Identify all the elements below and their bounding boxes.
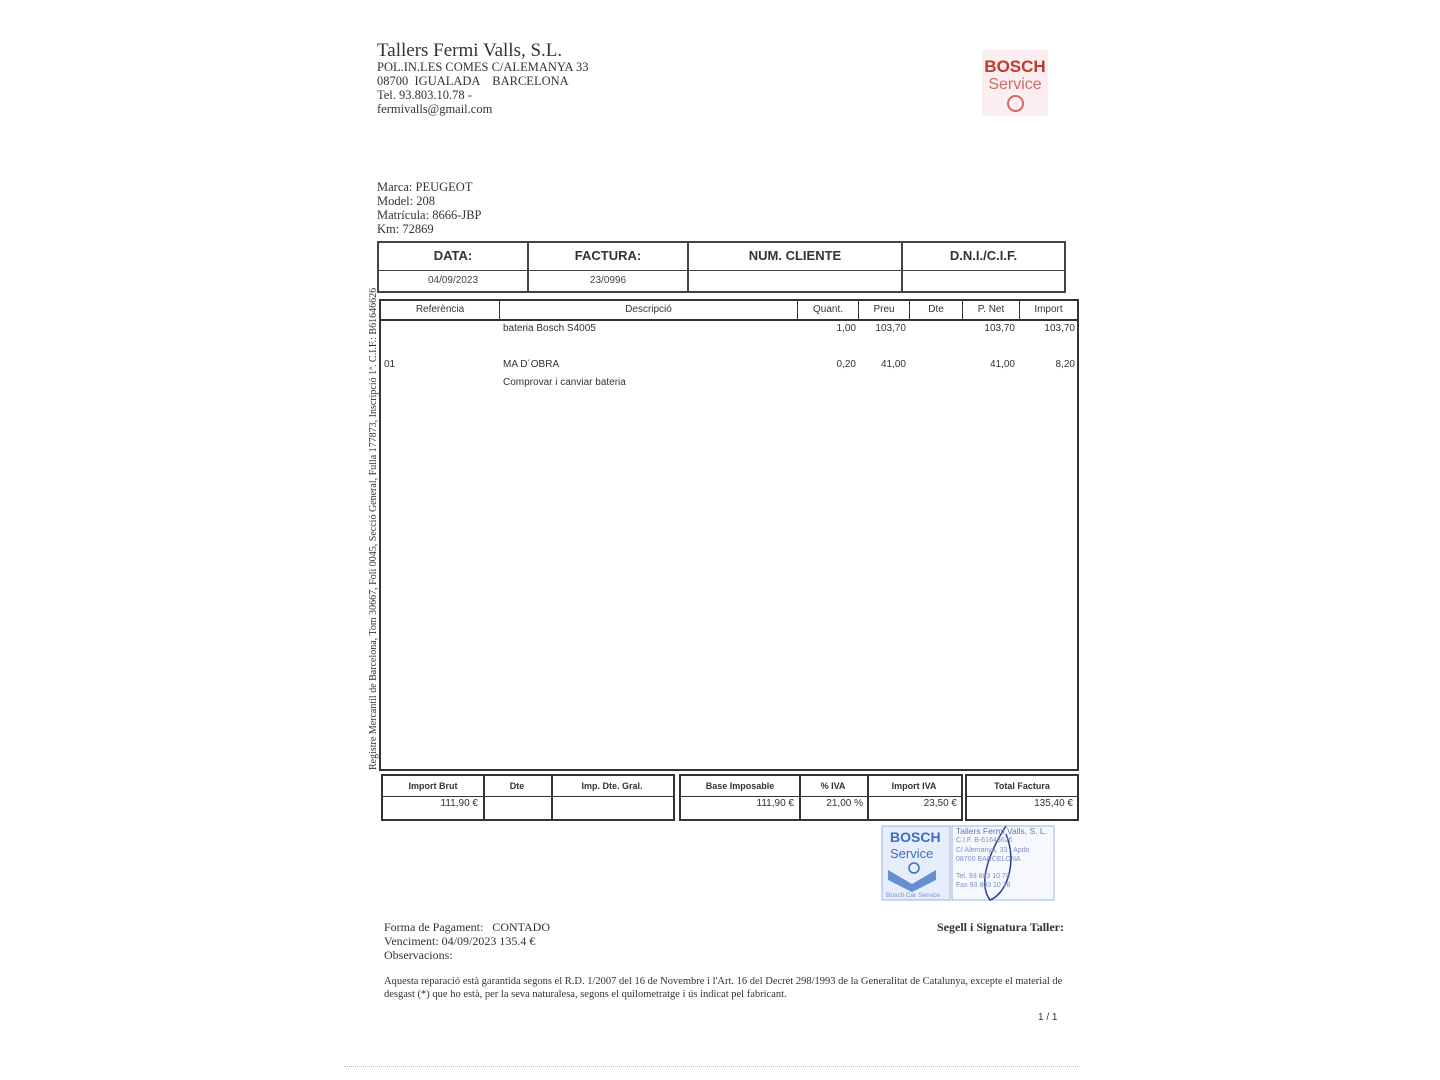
row1-desc: bateria Bosch S4005	[503, 323, 596, 334]
stamp-sub: Service	[890, 846, 934, 861]
vehicle-marca: Marca: PEUGEOT	[377, 180, 473, 194]
col-pnet: P. Net	[963, 301, 1020, 321]
company-name: Tallers Fermi Valls, S.L.	[377, 40, 563, 61]
data-value: 04/09/2023	[427, 275, 479, 286]
stamp-line4: 08700 BARCELONA	[956, 856, 1021, 863]
col-import: Import	[1020, 301, 1077, 321]
row2-preu: 41,00	[880, 359, 906, 370]
bottom-divider	[344, 1066, 1080, 1067]
company-address-line1: POL.IN.LES COMES C/ALEMANYA 33	[377, 60, 589, 74]
stamp-line5: Tel. 93 803 10 78	[956, 873, 1010, 880]
row1-pnet: 103,70	[984, 323, 1015, 334]
segell-signatura: Segell i Signatura Taller:	[937, 920, 1065, 934]
vehicle-km: Km: 72869	[377, 222, 434, 236]
col-preu: Preu	[859, 301, 910, 321]
logo-brand: BOSCH	[984, 57, 1046, 76]
logo-sub: Service	[988, 76, 1042, 93]
iva-pct-label: % IVA	[799, 776, 867, 797]
col-referencia: Referència	[381, 301, 500, 321]
registry-side-text: Registre Mercantil de Barcelona, Tom 30667, Foli 0045, Secció General, Fulla 177873, Inscripció 1ª. C.I.F.: B61646626	[368, 287, 379, 770]
base-value: 111,90 €	[756, 798, 794, 809]
total-factura-box	[965, 774, 1079, 821]
totals-box-middle	[679, 774, 963, 821]
row2-pnet: 41,00	[989, 359, 1015, 370]
vehicle-model: Model: 208	[377, 194, 435, 208]
legal-text: Aquesta reparació està garantida segons el R.D. 1/2007 del 16 de Novembre i l'Art. 16 del Decret 298/1993 de la Generalitat de Catalunya, excepte el material de desgast (*) que ho està, per la seva naturalesa, segons el quilometratge i ús indicat pel fabricant.	[384, 976, 1063, 1000]
vehicle-matricula: Matrícula: 8666-JBP	[377, 208, 482, 222]
row2-desc: MA D´OBRA	[503, 359, 560, 370]
row2-ref: 01	[384, 359, 396, 370]
page-number: 1 / 1	[1038, 1012, 1058, 1023]
company-email: fermivalls@gmail.com	[377, 102, 493, 116]
imp-dte-label: Imp. Dte. Gral.	[551, 776, 673, 797]
bosch-service-logo	[982, 50, 1048, 116]
cliente-box	[687, 241, 903, 293]
company-stamp	[878, 824, 1058, 904]
venciment: Venciment: 04/09/2023 135.4 €	[384, 934, 536, 948]
dni-label: D.N.I./C.I.F.	[949, 248, 1018, 263]
observacions: Observacions:	[384, 948, 453, 962]
factura-value: 23/0996	[589, 275, 627, 286]
row2-quant: 0,20	[836, 359, 856, 370]
company-address-line2: 08700 IGUALADA BARCELONA	[377, 74, 569, 88]
factura-box	[527, 241, 689, 293]
import-brut-label: Import Brut	[383, 776, 483, 797]
item-note: Comprovar i canviar bateria	[503, 377, 626, 388]
row1-import: 103,70	[1044, 323, 1075, 334]
dni-box	[901, 241, 1066, 293]
col-descripcio: Descripció	[500, 301, 798, 321]
row2-import: 8,20	[1055, 359, 1075, 370]
stamp-line3: C/ Alemanya, 33 - Apdo	[956, 847, 1030, 854]
totals-box-left	[381, 774, 675, 821]
stamp-bottom: Bosch Car Service	[886, 892, 940, 899]
stamp-line2: C.I.F. B-61646626	[956, 837, 1013, 844]
items-table	[379, 299, 1079, 771]
total-value: 135,40 €	[1034, 798, 1073, 809]
factura-label: FACTURA:	[574, 248, 642, 263]
stamp-brand: BOSCH	[890, 829, 941, 845]
import-iva-label: Import IVA	[867, 776, 961, 797]
col-dte: Dte	[910, 301, 963, 321]
import-brut-value: 111,90 €	[440, 798, 478, 809]
data-box	[377, 241, 529, 293]
bosch-emblem-icon	[1007, 95, 1024, 112]
stamp-line1: Tallers Fermi Valls, S. L.	[956, 826, 1048, 836]
total-label: Total Factura	[967, 776, 1077, 797]
col-quant: Quant.	[798, 301, 859, 321]
row1-preu: 103,70	[875, 323, 906, 334]
forma-pagament: Forma de Pagament: CONTADO	[384, 920, 551, 934]
cliente-label: NUM. CLIENTE	[748, 248, 842, 263]
data-label: DATA:	[433, 248, 473, 263]
iva-pct-value: 21,00 %	[826, 798, 863, 809]
stamp-line6: Fax 93 803 10 78	[956, 882, 1011, 889]
import-iva-value: 23,50 €	[923, 798, 957, 809]
row1-quant: 1,00	[836, 323, 856, 334]
company-phone: Tel. 93.803.10.78 -	[377, 88, 472, 102]
base-label: Base Imposable	[681, 776, 799, 797]
dte-label: Dte	[483, 776, 551, 797]
